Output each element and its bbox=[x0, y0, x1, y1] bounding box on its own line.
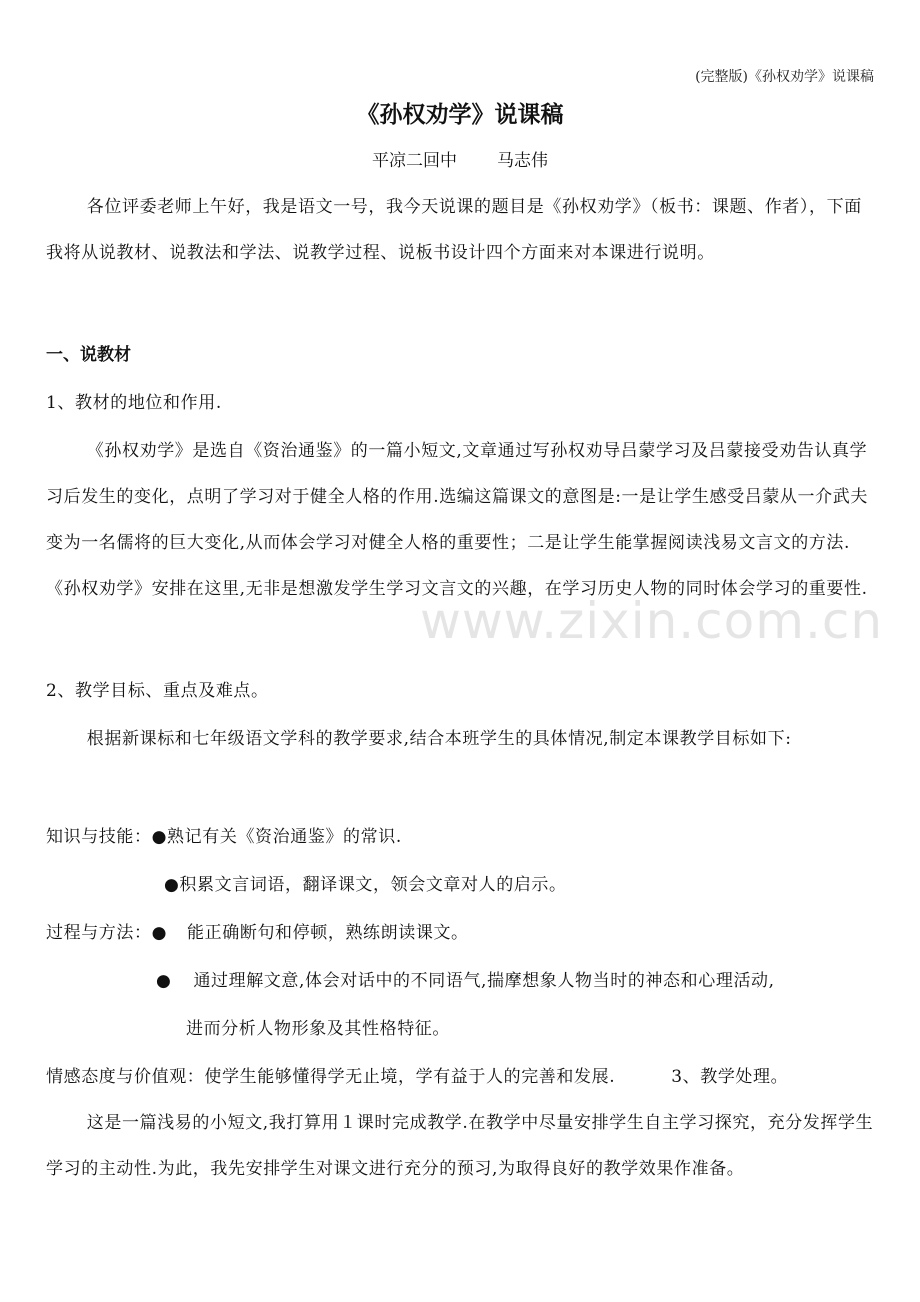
emotion-goal: 情感态度与价值观：使学生能够懂得学无止境，学有益于人的完善和发展. bbox=[46, 1067, 616, 1087]
document-title: 《孙权劝学》说课稿 bbox=[356, 101, 564, 128]
process-goal-1: 能正确断句和停顿，熟练朗读课文。 bbox=[187, 923, 469, 943]
author-name: 马志伟 bbox=[497, 151, 548, 171]
site-watermark: www.zixin.com.cn bbox=[420, 592, 884, 650]
process-goal-2b: 进而分析人物形象及其性格特征。 bbox=[186, 1019, 450, 1039]
item2-paragraph: 根据新课标和七年级语文学科的教学要求,结合本班学生的具体情况,制定本课教学目标如下: bbox=[86, 729, 792, 749]
knowledge-goal-1: ●熟记有关《资治通鉴》的常识. bbox=[151, 827, 402, 847]
process-goal-2a: 通过理解文意,体会对话中的不同语气,揣摩想象人物当时的神态和心理活动, bbox=[193, 971, 775, 991]
byline bbox=[0, 146, 920, 171]
item3-title: 3、教学处理。 bbox=[671, 1067, 789, 1087]
emotion-row bbox=[46, 1062, 788, 1087]
item1-title: 1、教材的地位和作用. bbox=[46, 393, 222, 413]
knowledge-label: 知识与技能： bbox=[46, 827, 152, 847]
process-goal-2-row bbox=[156, 966, 775, 991]
running-header: (完整版)《孙权劝学》说课稿 bbox=[695, 69, 874, 85]
process-label: 过程与方法： bbox=[46, 923, 152, 943]
knowledge-row bbox=[46, 822, 402, 847]
knowledge-goal-2: ●积累文言词语，翻译课文，领会文章对人的启示。 bbox=[164, 875, 567, 895]
intro-paragraph: 各位评委老师上午好，我是语文一号，我今天说课的题目是《孙权劝学》（板书：课题、作者），下面我将从说教材、说教法和学法、说教学过程、说板书设计四个方面来对本课进行说明。 bbox=[46, 197, 862, 263]
school-name: 平凉二回中 bbox=[372, 151, 457, 171]
item3-paragraph: 这是一篇浅易的小短文,我打算用１课时完成教学.在教学中尽量安排学生自主学习探究，充分发挥学生学习的主动性.为此，我先安排学生对课文进行充分的预习,为取得良好的教学效果作准备。 bbox=[46, 1113, 874, 1179]
item2-title: 2、教学目标、重点及难点。 bbox=[46, 681, 269, 701]
bullet-icon: ● bbox=[151, 923, 168, 943]
process-row bbox=[46, 918, 469, 943]
item1-paragraph: 《孙权劝学》是选自《资治通鉴》的一篇小短文,文章通过写孙权劝导吕蒙学习及吕蒙接受劝告认真学习后发生的变化，点明了学习对于健全人格的作用.选编这篇课文的意图是:一是让学生感受吕蒙从一介武夫变为一名儒将的巨大变化,从而体会学习对健全人格的重要性；二是让学生能掌握阅读浅易文言文的方法.《孙权劝学》安排在这里,无非是想激发学生学习文言文的兴趣，在学习历史人物的同时体会学习的重要性. bbox=[46, 441, 868, 599]
section-heading-textbook: 一、说教材 bbox=[46, 345, 131, 365]
bullet-icon: ● bbox=[156, 971, 172, 991]
